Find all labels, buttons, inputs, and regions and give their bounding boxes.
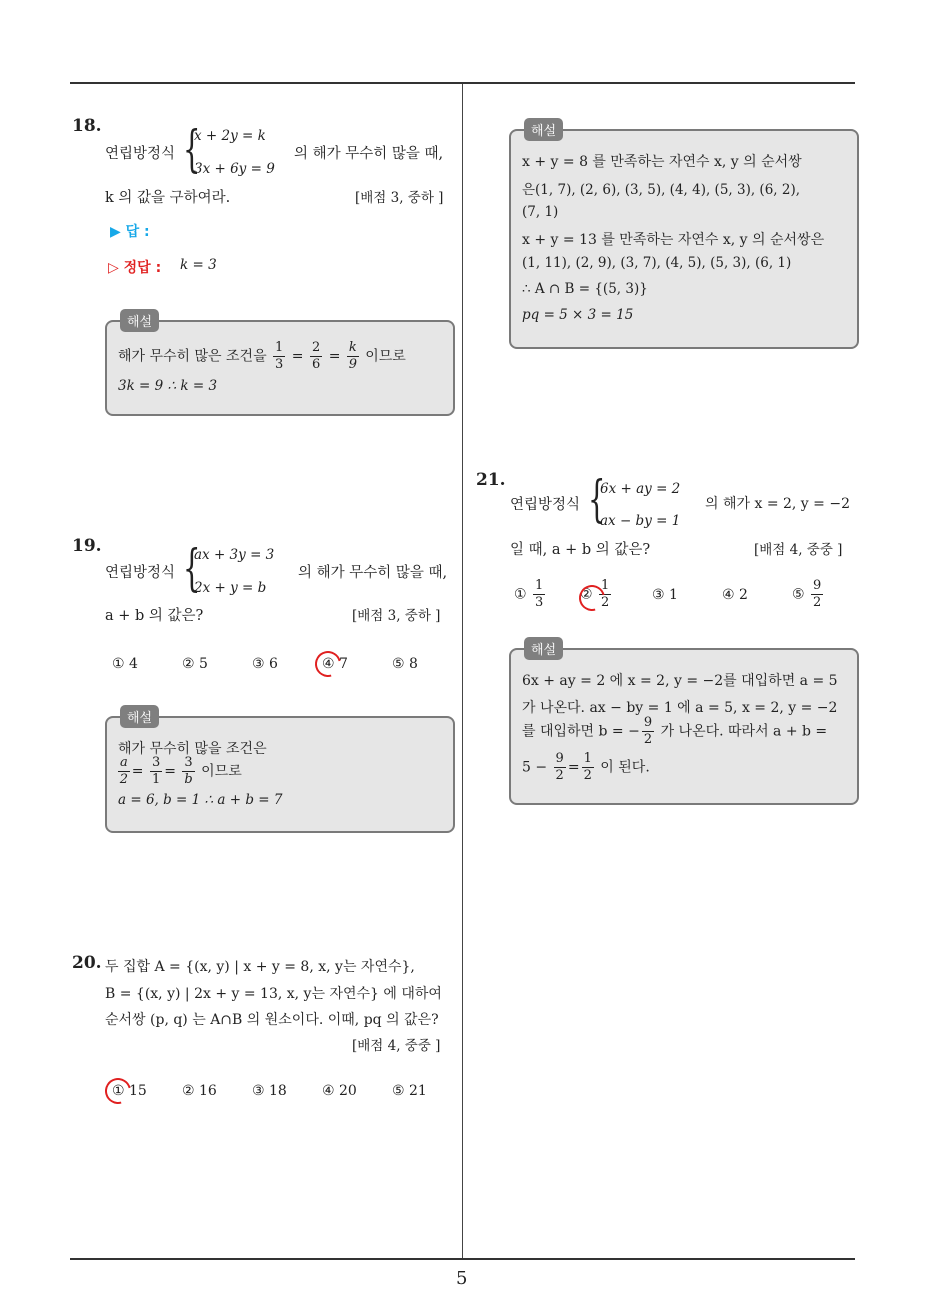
fraction bbox=[554, 751, 566, 784]
fraction bbox=[182, 755, 194, 788]
q21-tail: 의 해가 x = 2, y = −2 bbox=[705, 496, 850, 512]
choice[interactable]: ③ 6 bbox=[252, 656, 278, 672]
q18-explanation-tag: 해설 bbox=[120, 309, 159, 332]
q21-points: [배점 4, 중중 ] bbox=[754, 542, 843, 558]
fraction bbox=[642, 715, 654, 748]
choice-mark: ④ bbox=[722, 586, 735, 603]
q20-line1: 두 집합 A = {(x, y) | x + y = 8, x, y는 자연수}, bbox=[105, 959, 415, 975]
choice[interactable]: ④ 20 bbox=[322, 1083, 357, 1099]
question-18-number: 18. bbox=[72, 116, 102, 136]
choice-value: 1 bbox=[669, 586, 678, 603]
choice[interactable]: ① 4 bbox=[112, 656, 138, 672]
q18-tail: 의 해가 무수히 많을 때, bbox=[294, 146, 444, 162]
choice[interactable] bbox=[722, 587, 792, 603]
q18-eq1: x + 2y = k bbox=[194, 128, 266, 144]
q18-line2: k 의 값을 구하여라. bbox=[105, 190, 231, 206]
q18-brace: { bbox=[183, 120, 201, 178]
question-20-number: 20. bbox=[72, 953, 102, 973]
numerator: 9 bbox=[643, 715, 653, 730]
denominator: 1 bbox=[151, 772, 161, 787]
choice[interactable]: ② 5 bbox=[182, 656, 208, 672]
q19-explanation-tag: 해설 bbox=[120, 705, 159, 728]
q20-explain-line: pq = 5 × 3 = 15 bbox=[522, 307, 634, 323]
text: 를 대입하면 b = − bbox=[522, 723, 640, 740]
fraction bbox=[347, 340, 359, 373]
numerator: 1 bbox=[601, 578, 610, 593]
q19-lead: 연립방정식 bbox=[105, 565, 176, 581]
q19-eq2: 2x + y = b bbox=[194, 580, 267, 596]
choice[interactable]: ② 16 bbox=[182, 1083, 217, 1099]
q20-explain-line: 은(1, 7), (2, 6), (3, 5), (4, 4), (5, 3), (6, 2), bbox=[522, 182, 801, 198]
q20-explain-line: (7, 1) bbox=[522, 204, 559, 220]
q18-eq2: 3x + 6y = 9 bbox=[194, 161, 275, 177]
denominator: 6 bbox=[311, 357, 321, 372]
question-21-number: 21. bbox=[476, 470, 506, 490]
choice-mark: ① bbox=[514, 586, 527, 603]
numerator: 1 bbox=[275, 340, 284, 355]
q19-line2: a + b 의 값은? bbox=[105, 608, 204, 624]
q18-explain-post: 이므로 bbox=[365, 348, 406, 365]
fraction bbox=[533, 578, 545, 611]
denominator: 2 bbox=[643, 732, 653, 747]
denominator: 9 bbox=[348, 357, 357, 372]
numerator: a bbox=[120, 755, 128, 770]
choice[interactable] bbox=[514, 578, 580, 611]
fraction bbox=[118, 755, 130, 788]
q20-points: [배점 4, 중중 ] bbox=[352, 1038, 441, 1054]
text: 5 − bbox=[522, 759, 548, 776]
denominator: 3 bbox=[535, 595, 544, 610]
q18-correct-label: ▷ 정답 : bbox=[108, 260, 162, 276]
numerator: k bbox=[348, 340, 357, 355]
fraction bbox=[273, 340, 285, 373]
column-divider bbox=[462, 84, 463, 1259]
q18-correct-value: k = 3 bbox=[180, 257, 217, 273]
choice[interactable]: ⑤ 21 bbox=[392, 1083, 427, 1099]
q18-explain-pre: 해가 무수히 많은 조건을 bbox=[118, 348, 267, 365]
q21-eq2: ax − by = 1 bbox=[600, 513, 681, 529]
q18-explanation-line1: 해가 무수히 많은 조건을 $\frac{1}{3}$ = $\frac{2}{6}$ = $\frac{k}{9}$ 이므로 bbox=[118, 340, 406, 372]
choice-mark: ③ bbox=[652, 586, 665, 603]
q20-explanation-tag: 해설 bbox=[524, 118, 563, 141]
q21-explain-line2: 가 나온다. ax − by = 1 에 a = 5, x = 2, y = −2 bbox=[522, 700, 838, 716]
denominator: b bbox=[184, 772, 193, 787]
q20-line3: 순서쌍 (p, q) 는 A∩B 의 원소이다. 이때, pq 의 값은? bbox=[105, 1012, 439, 1028]
q20-explain-line: x + y = 13 를 만족하는 자연수 x, y 의 순서쌍은 bbox=[522, 232, 825, 248]
q20-selected-mark bbox=[100, 1073, 136, 1109]
denominator: 3 bbox=[275, 357, 284, 372]
q20-explain-line: (1, 11), (2, 9), (3, 7), (4, 5), (5, 3), (6, 1) bbox=[522, 255, 792, 271]
numerator: 1 bbox=[583, 751, 592, 766]
q21-lead: 연립방정식 bbox=[510, 497, 581, 513]
q19-explanation-line2: $\frac{a}{2}$ = $\frac{3}{1}$ = $\frac{3}{b}$ 이므로 bbox=[119, 755, 242, 787]
denominator: 2 bbox=[119, 772, 129, 787]
numerator: 1 bbox=[535, 578, 544, 593]
choice[interactable] bbox=[792, 578, 842, 611]
text: 가 나온다. 따라서 a + b = bbox=[660, 723, 828, 740]
choice[interactable]: ① 15 bbox=[112, 1083, 147, 1099]
q18-points: [배점 3, 중하 ] bbox=[355, 190, 444, 206]
choice-mark: ⑤ bbox=[792, 586, 805, 603]
numerator: 3 bbox=[184, 755, 193, 770]
q21-explanation-tag: 해설 bbox=[524, 637, 563, 660]
q19-explain-post: 이므로 bbox=[201, 763, 242, 780]
q19-brace: { bbox=[183, 539, 201, 597]
q21-eq1: 6x + ay = 2 bbox=[600, 481, 681, 497]
denominator: 2 bbox=[583, 768, 592, 783]
fraction bbox=[811, 578, 823, 611]
q21-explain-line4 bbox=[522, 751, 650, 784]
question-19-number: 19. bbox=[72, 536, 102, 556]
fraction bbox=[310, 340, 322, 373]
q18-explanation-line2: 3k = 9 ∴ k = 3 bbox=[118, 378, 218, 394]
q18-lead: 연립방정식 bbox=[105, 146, 176, 162]
choice[interactable]: ③ 18 bbox=[252, 1083, 287, 1099]
text: 이 된다. bbox=[600, 759, 650, 776]
numerator: 9 bbox=[555, 751, 564, 766]
q20-explain-line: x + y = 8 를 만족하는 자연수 x, y 의 순서쌍 bbox=[522, 154, 802, 170]
bottom-rule bbox=[70, 1258, 855, 1260]
choice[interactable]: ⑤ 8 bbox=[392, 656, 418, 672]
choice[interactable]: ④ 7 bbox=[322, 656, 348, 672]
q19-explanation-line3: a = 6, b = 1 ∴ a + b = 7 bbox=[118, 792, 283, 808]
denominator: 2 bbox=[601, 595, 610, 610]
choice-mark: ② bbox=[580, 586, 593, 603]
q21-explain-line3 bbox=[522, 715, 827, 748]
q19-eq1: ax + 3y = 3 bbox=[194, 547, 275, 563]
fraction bbox=[150, 755, 162, 788]
numerator: 2 bbox=[311, 340, 321, 355]
q19-selected-mark bbox=[310, 646, 346, 682]
denominator: 2 bbox=[555, 768, 564, 783]
numerator: 9 bbox=[813, 578, 822, 593]
page-number: 5 bbox=[456, 1268, 468, 1289]
q18-answer-label: ▶ 답 : bbox=[110, 224, 150, 240]
q21-explain-line1: 6x + ay = 2 에 x = 2, y = −2를 대입하면 a = 5 bbox=[522, 673, 838, 689]
q21-choices bbox=[514, 578, 842, 611]
q20-choices bbox=[112, 1083, 432, 1099]
q21-brace: { bbox=[588, 470, 606, 528]
numerator: 3 bbox=[151, 755, 161, 770]
choice-value: 2 bbox=[739, 586, 748, 603]
text: = bbox=[567, 759, 580, 776]
q20-line2: B = {(x, y) | 2x + y = 13, x, y는 자연수} 에 대하여 bbox=[105, 986, 442, 1002]
q21-line2: 일 때, a + b 의 값은? bbox=[510, 542, 651, 558]
q19-points: [배점 3, 중하 ] bbox=[352, 608, 441, 624]
q20-explain-line: ∴ A ∩ B = {(5, 3)} bbox=[522, 281, 648, 297]
denominator: 2 bbox=[813, 595, 822, 610]
q19-tail: 의 해가 무수히 많을 때, bbox=[298, 565, 448, 581]
fraction bbox=[582, 751, 594, 784]
q19-explanation-line1: 해가 무수히 많을 조건은 bbox=[118, 741, 267, 757]
choice[interactable] bbox=[652, 587, 722, 603]
q19-choices bbox=[112, 656, 432, 672]
